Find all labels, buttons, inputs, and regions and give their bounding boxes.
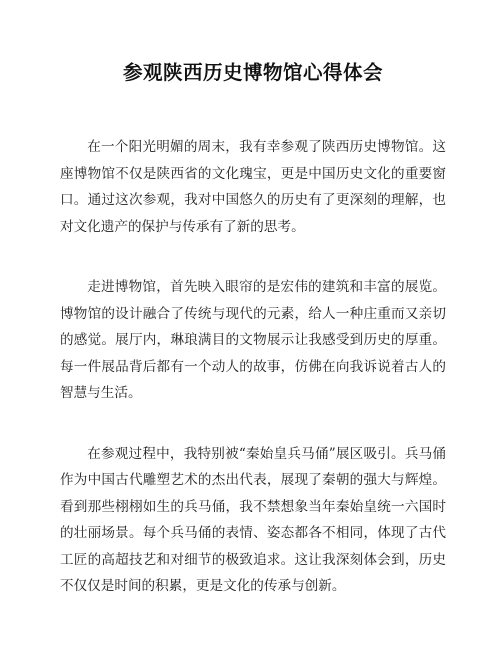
paragraph-1: 在一个阳光明媚的周末，我有幸参观了陕西历史博物馆。这座博物馆不仅是陕西省的文化瑰宝，更是中国历史文化的重要窗口。通过这次参观，我对中国悠久的历史有了更深刻的理解，也对文化遗产的保护与传承有了新的思考。 [60,139,446,235]
paragraph-2: 走进博物馆，首先映入眼帘的是宏伟的建筑和丰富的展览。博物馆的设计融合了传统与现代的元素，给人一种庄重而又亲切的感觉。展厅内，琳琅满目的文物展示让我感受到历史的厚重。每一件展品背后都有一个动人的故事，仿佛在向我诉说着古人的智慧与生活。 [60,279,446,401]
document-title: 参观陕西历史博物馆心得体会 [122,61,383,84]
paragraph-3: 在参观过程中，我特别被“秦始皇兵马俑”展区吸引。兵马俑作为中国古代雕塑艺术的杰出代表，展现了秦朝的强大与辉煌。看到那些栩栩如生的兵马俑，我不禁想象当年秦始皇统一六国时的壮丽场景。每个兵马俑的表情、姿态都各不相同，体现了古代工匠的高超技艺和对细节的极致追求。这让我深刻体会到，历史不仅仅是时间的积累，更是文化的传承与创新。 [60,445,446,594]
